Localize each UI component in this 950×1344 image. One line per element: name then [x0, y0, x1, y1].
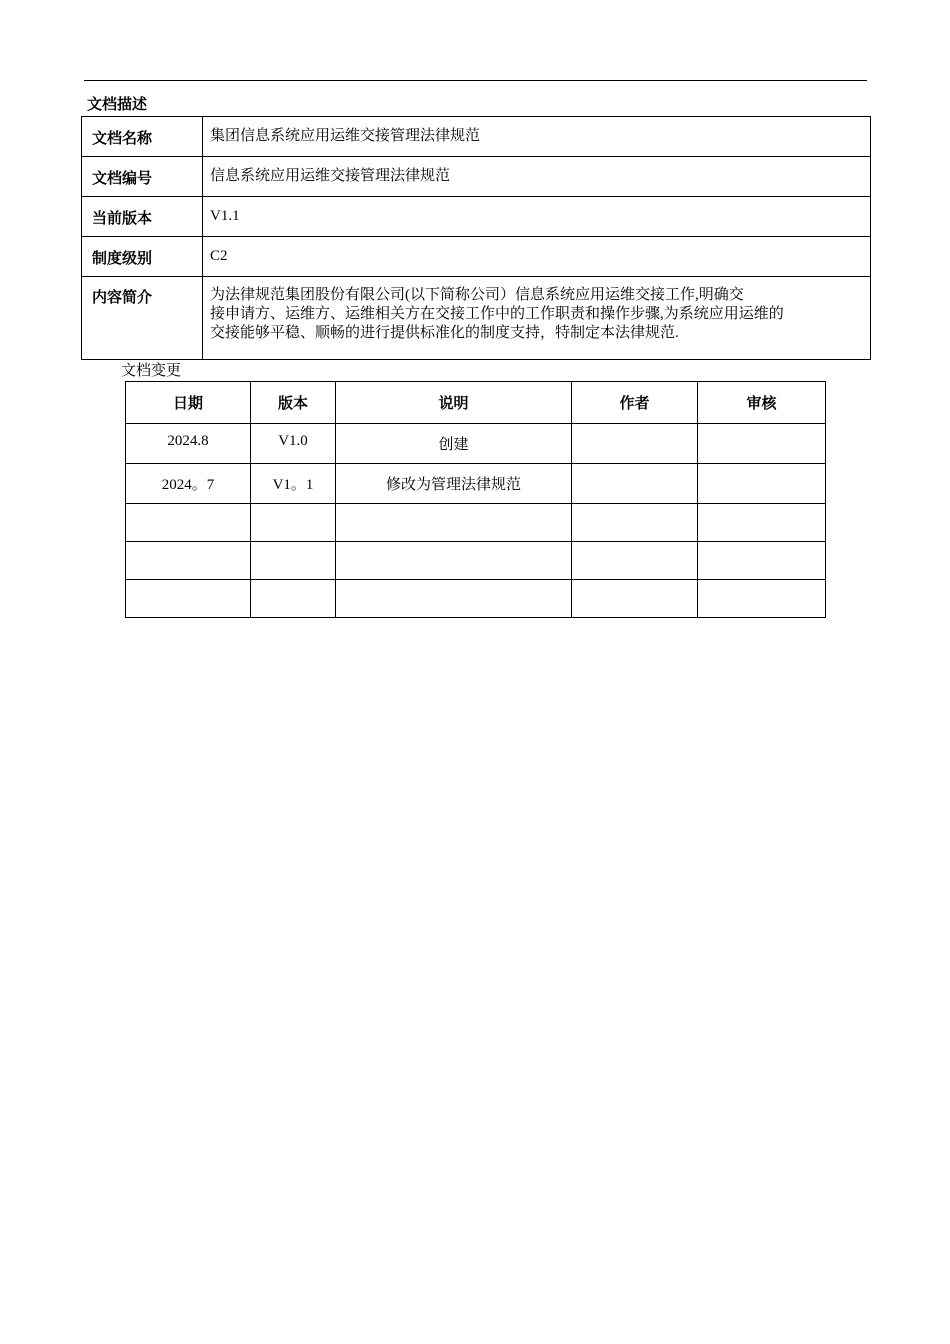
summary-label: 内容简介 — [82, 277, 203, 360]
description-row — [82, 117, 871, 157]
section-title: 文档描述 — [87, 96, 148, 113]
cell-reviewer — [698, 504, 826, 542]
row-value: V1.1 — [203, 197, 871, 237]
table-row — [126, 424, 826, 464]
summary-row — [82, 277, 871, 360]
table-row — [126, 580, 826, 618]
cell-author — [572, 504, 698, 542]
summary-line: 接申请方、运维方、运维相关方在交接工作中的工作职责和操作步骤,为系统应用运维的 — [210, 306, 784, 322]
row-value: 信息系统应用运维交接管理法律规范 — [203, 157, 871, 197]
row-label: 制度级别 — [82, 237, 203, 277]
cell-date: 2024.8 — [126, 424, 251, 464]
description-row — [82, 157, 871, 197]
row-value: 集团信息系统应用运维交接管理法律规范 — [203, 117, 871, 157]
cell-date: 2024。7 — [126, 464, 251, 504]
cell-reviewer — [698, 424, 826, 464]
header-reviewer: 审核 — [698, 382, 826, 424]
cell-date — [126, 542, 251, 580]
header-date: 日期 — [126, 382, 251, 424]
summary-line: 为法律规范集团股份有限公司(以下简称公司）信息系统应用运维交接工作,明确交 — [210, 287, 744, 303]
document-description-table — [81, 116, 871, 360]
cell-description: 修改为管理法律规范 — [336, 464, 572, 504]
cell-reviewer — [698, 464, 826, 504]
cell-date — [126, 580, 251, 618]
cell-description: 创建 — [336, 424, 572, 464]
row-label: 文档名称 — [82, 117, 203, 157]
change-title: 文档变更 — [121, 363, 182, 379]
cell-description — [336, 504, 572, 542]
table-row — [126, 464, 826, 504]
row-label: 当前版本 — [82, 197, 203, 237]
document-change-table — [125, 381, 826, 618]
header-author: 作者 — [572, 382, 698, 424]
cell-date — [126, 504, 251, 542]
header-row — [126, 382, 826, 424]
cell-version — [251, 542, 336, 580]
row-label: 文档编号 — [82, 157, 203, 197]
cell-author — [572, 542, 698, 580]
cell-description — [336, 542, 572, 580]
description-row — [82, 197, 871, 237]
cell-version — [251, 580, 336, 618]
summary-text — [203, 277, 871, 360]
cell-version: V1.0 — [251, 424, 336, 464]
row-value: C2 — [203, 237, 871, 277]
header-description: 说明 — [336, 382, 572, 424]
cell-reviewer — [698, 580, 826, 618]
cell-version — [251, 504, 336, 542]
summary-line: 交接能够平稳、顺畅的进行提供标准化的制度支持，特制定本法律规范. — [210, 325, 679, 341]
table-row — [126, 542, 826, 580]
header-version: 版本 — [251, 382, 336, 424]
table-row — [126, 504, 826, 542]
top-rule — [84, 80, 867, 81]
cell-author — [572, 580, 698, 618]
cell-version: V1。1 — [251, 464, 336, 504]
cell-author — [572, 464, 698, 504]
cell-description — [336, 580, 572, 618]
cell-author — [572, 424, 698, 464]
description-row — [82, 237, 871, 277]
cell-reviewer — [698, 542, 826, 580]
